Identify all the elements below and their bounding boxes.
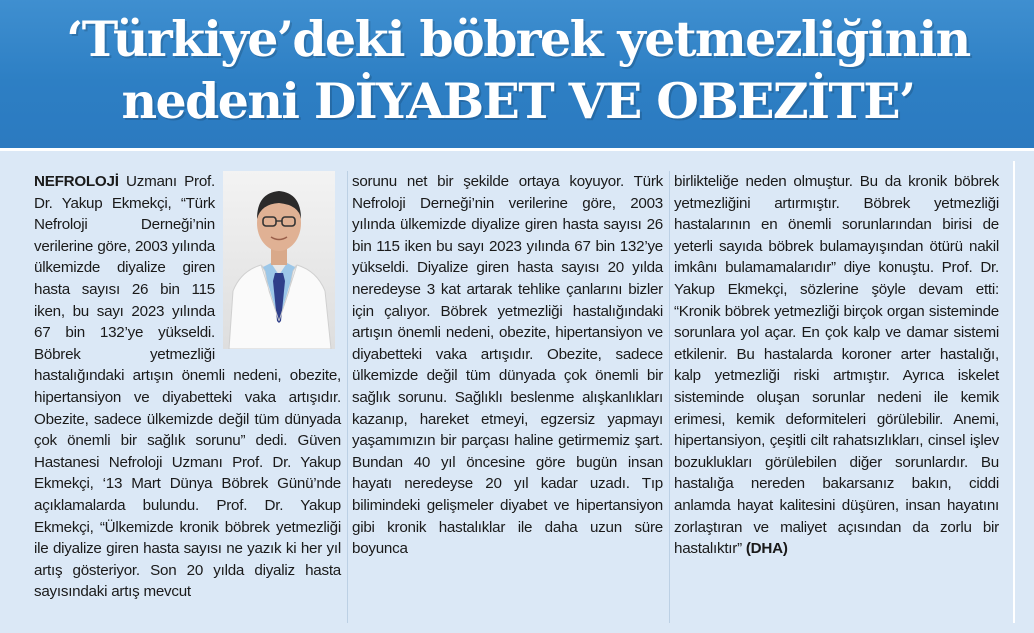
section-kicker: NEFROLOJİ	[34, 173, 119, 190]
article-paragraph-2	[352, 171, 663, 560]
article-text-col1: Uzmanı Prof. Dr. Yakup Ekmekçi, “Türk Nefroloji Derneği’nin verilerine göre, 2003 yılında ülkemizde diyalize giren hasta sayısı 26 bin 115 iken, bu sayı 2023 yılında 67 bin 132’ye yükseldi. Böbrek yetmezliği hastalığındaki artışın önemli nedeni, obezite, hipertansiyon ve diyabetteki vaka artışıdır. Obezite, sadece ülkemizde değil tüm dünyada çok önemli bir sağlık sorunu” dedi. Güven Hastanesi Nefroloji Uzmanı Prof. Dr. Yakup Ekmekçi, ‘13 Mart Dünya Böbrek Günü’nde açıklamalarda bulundu. Prof. Dr. Yakup Ekmekçi, “Ülkemizde kronik böbrek yetmezliği ile diyalize giren hasta sayısı ne yazık ki her yıl artış gösteriyor. Son 20 yılda diyaliz hasta sayısındaki artış mevcut	[34, 173, 341, 601]
article-body	[30, 161, 1015, 623]
news-agency-credit: (DHA)	[745, 540, 788, 558]
headline-line-2: nedeni DİYABET VE OBEZİTE’	[121, 72, 915, 130]
article-column-1	[30, 171, 348, 623]
headline-line-1: ‘Türkiye’deki böbrek yetmezliğinin	[66, 10, 970, 68]
article-column-3	[670, 171, 1005, 623]
article-text-col3: birlikteliğe neden olmuştur. Bu da kronik böbrek yetmezliğini artırmıştır. Böbrek yetmezliği hastalarının en önemli sorunlarından birisi de yeterli sayıda böbrek bulamayışından ötürü nakil imkânı bulamamalarıdır” diye konuştu. Prof. Dr. Yakup Ekmekçi, sözlerine şöyle devam etti: “Kronik böbrek yetmezliği birçok organ sisteminde sorunlara yol açar. En çok kalp ve damar sistemi etkilenir. Bu hastalarda koroner arter hastalığı, kalp yetmezliği riski artmıştır. Ayrıca iskelet sisteminde oluşan sorunlar nedeni ile kemik erimesi, kemik deformiteleri görülebilir. Anemi, hipertansiyon, çeşitli cilt rahatsızlıkları, cinsel işlev bozuklukları görülebilen diğer sorunlardır. Bu hastalığa nereden bakarsanız bakın, ciddi anlamda hayat kalitesini düşüren, insan hayatını zorlaştıran ve maliyet açısından da zorlu bir hastalıktır”	[674, 173, 999, 558]
headline	[18, 8, 1018, 132]
headline-banner	[0, 0, 1034, 151]
article-text-col2: sorunu net bir şekilde ortaya koyuyor. Türk Nefroloji Derneği’nin verilerine göre, 2003 yılında ülkemizde diyalize giren hasta sayısı 26 bin 115 iken bu sayı 2023 yılında 67 bin 132’ye yükseldi. Diyalize giren hasta sayısı 20 yılda neredeyse 3 kat artarak tehlike çanlarını bizler için çalıyor. Böbrek yetmezliği hastalığındaki artışın önemli nedeni, obezite, hipertansiyon ve diyabetteki vaka artışıdır. Obezite, sadece ülkemizde değil tüm dünyada çok önemli bir sağlık sorunu. Sağlıklı beslenme alışkanlıkları kazanıp, hareket etmeyi, egzersiz yapmayı yaşamımızın bir parçası haline getirmemiz şart. Bundan 40 yıl öncesine göre bugün insan hayatı neredeyse 20 yıl kadar uzadı. Tıp bilimindeki gelişmeler diyabet ve hipertansiyon gibi kronik hastalıklar ile daha uzun süre boyunca	[352, 173, 663, 558]
doctor-portrait-photo	[223, 171, 335, 349]
article-paragraph-3	[674, 171, 999, 560]
portrait-illustration	[223, 171, 335, 349]
article-column-2	[348, 171, 670, 623]
